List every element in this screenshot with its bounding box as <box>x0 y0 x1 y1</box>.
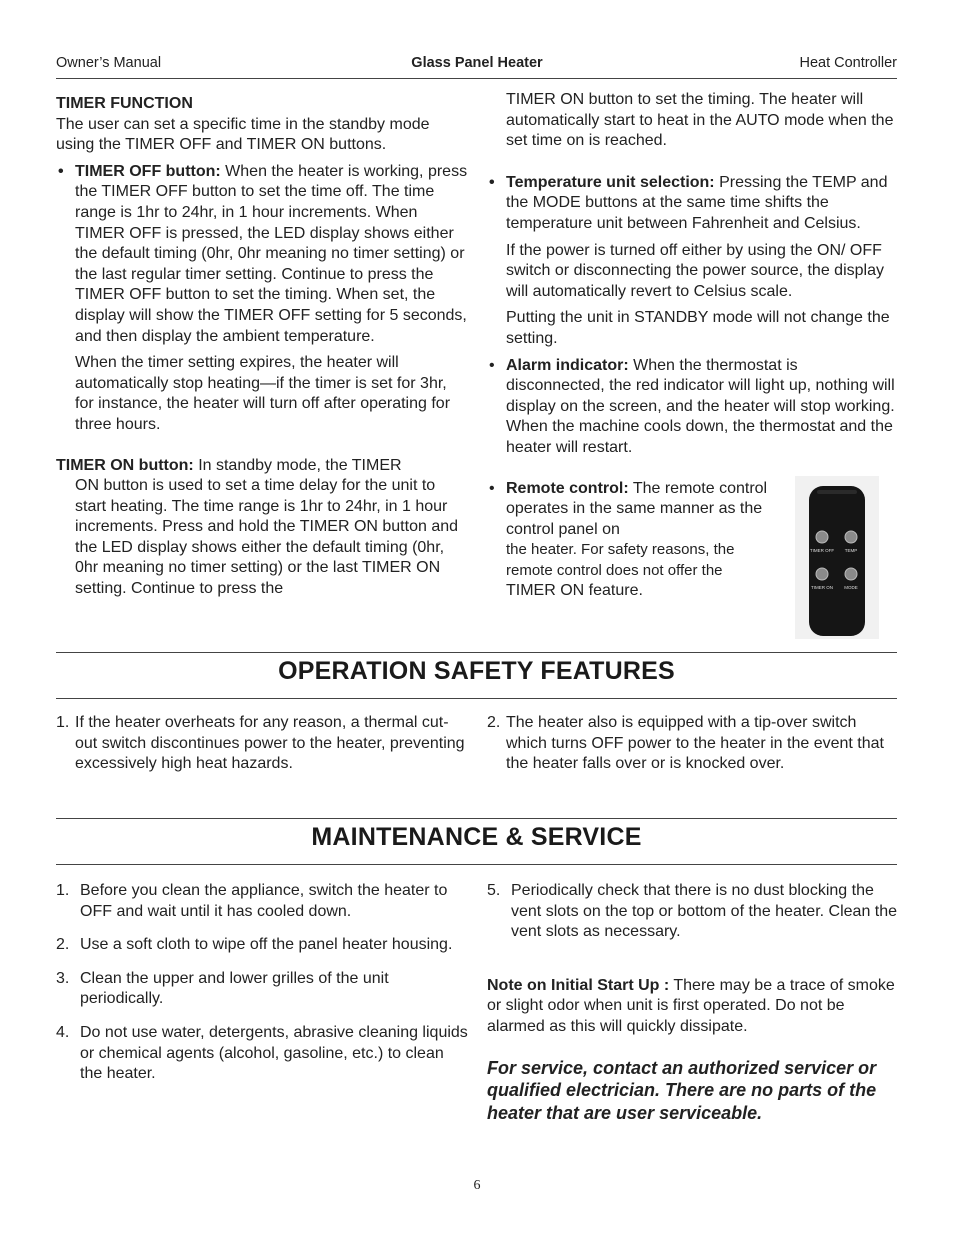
maintenance-item <box>56 881 468 922</box>
maintenance-title: MAINTENANCE & SERVICE <box>311 823 642 851</box>
timer-on-rest: ON button is used to set a time delay for the unit to start heating. The time range is 1hr to 24hr, in 1 hour increments. Press and hold the TIMER ON button and the LED display shows either the default timing (0hr, 0hr meaning no timer setting) or the last TIMER ON setting. Continue to press the <box>75 477 459 598</box>
alarm-label: Alarm indicator: <box>506 356 629 374</box>
safety-item-1 <box>56 713 468 775</box>
remote-btn-timer-off-label: TIMER OFF <box>809 548 835 553</box>
maintenance-item-text: Use a soft cloth to wipe off the panel heater housing. <box>80 936 453 954</box>
safety-item-1-text: If the heater overheats for any reason, a thermal cut-out switch discontinues power to the heater, preventing excessively high heat hazards. <box>75 714 465 773</box>
header-rule <box>56 78 897 79</box>
maintenance-bottom-rule <box>56 864 897 865</box>
alarm-item: • Alarm indicator: When the thermostat is disconnected, the red indicator will light up, nothing will display on the screen, and the heater will stop working. When the machine cools down, the thermostat and the heater will restart. <box>489 356 895 456</box>
page-number: 6 <box>473 1178 481 1193</box>
maintenance-top-rule <box>56 818 897 819</box>
temp-unit-text: Pressing the TEMP and the MODE buttons at the same time shifts the temperature unit between Fahrenheit and Celsius. <box>506 173 888 232</box>
maintenance-item-text: Do not use water, detergents, abrasive cleaning liquids or chemical agents (alcohol, gasoline, etc.) to clean the heater. <box>80 1023 468 1083</box>
remote-control-icon <box>795 476 879 639</box>
temp-unit-label: Temperature unit selection: <box>506 173 715 191</box>
remote-text-2: the heater. For safety reasons, the remote control does not offer the <box>506 541 735 579</box>
maintenance-item-text: Clean the upper and lower grilles of the unit periodically. <box>80 969 389 1008</box>
timer-function-section <box>56 94 468 600</box>
maintenance-item-num: 1. <box>56 882 70 899</box>
timer-off-text: When the heater is working, press the TIMER OFF button to set the time off. The time range is 1hr to 24hr, in 1 hour increments. When TIMER OFF is pressed, the LED display shows either the default timing (0hr, 0hr meaning no timer setting) or the last regular timer setting. Continue to press the TIMER OFF button to set the timing. When set, the display will show the TIMER OFF setting for 5 seconds, and then display the ambient temperature. <box>75 162 468 345</box>
note-text: There may be a trace of smoke or slight odor when unit is first operated. Do not be alarmed as this will quickly dissipate. <box>487 976 895 1035</box>
safety-title: OPERATION SAFETY FEATURES <box>278 657 675 685</box>
alarm-text: When the thermostat is disconnected, the red indicator will light up, nothing will display on the screen, and the heater will stop working. When the machine cools down, the thermostat and the heater will restart. <box>506 356 895 456</box>
timer-off-item: • TIMER OFF button: When the heater is working, press the TIMER OFF button to set the time off. The time range is 1hr to 24hr, in 1 hour increments. When TIMER OFF is pressed, the LED display shows either the default timing (0hr, 0hr meaning no timer setting) or the last regular timer setting. Continue to press the TIMER OFF button to set the timing. When set, the display will show the TIMER OFF setting for 5 seconds, and then display the ambient temperature. When the timer setting expires, the heater will automatically stop heating—if the timer is set for 3hr, for instance, the heater will turn off after operating for three hours. <box>56 162 468 436</box>
remote-item: • Remote control: The remote control operates in the same manner as the control panel on the heater. For safety reasons, the remote control does not offer the TIMER ON feature. <box>487 479 771 603</box>
maintenance-item-text: Periodically check that there is no dust blocking the vent slots on the top or bottom of the heater. Clean the vent slots as necessary. <box>511 882 898 941</box>
maintenance-item-text: Before you clean the appliance, switch the heater to OFF and wait until it has cooled down. <box>80 882 448 920</box>
safety-item-2-num: 2. <box>487 714 501 731</box>
timer-off-expire: When the timer setting expires, the heater will automatically stop heating—if the timer is set for 3hr, for instance, the heater will turn off after operating for three hours. <box>75 354 451 433</box>
safety-item-2 <box>487 713 897 775</box>
timer-function-heading: TIMER FUNCTION <box>56 95 193 112</box>
maintenance-right-column <box>487 881 899 1124</box>
maintenance-item-num: 3. <box>56 969 70 987</box>
timer-function-intro: The user can set a specific time in the standby mode using the TIMER OFF and TIMER ON buttons. <box>56 115 430 154</box>
header-right: Heat Controller <box>799 55 897 71</box>
remote-btn-mode-label: MODE <box>844 585 858 590</box>
timer-on-label: TIMER ON button: <box>56 456 194 474</box>
timer-on-continued: TIMER ON button to set the timing. The heater will automatically start to heat in the AUTO mode when the set time on is reached. <box>506 91 894 150</box>
maintenance-item-num: 5. <box>487 882 501 899</box>
maintenance-item <box>56 935 468 956</box>
maintenance-item-num: 2. <box>56 936 70 954</box>
maintenance-item <box>487 881 899 943</box>
maintenance-item <box>56 1023 468 1085</box>
note-label: Note on Initial Start Up : <box>487 976 670 994</box>
remote-text-1: The remote control operates in the same manner as the control panel on <box>506 479 768 538</box>
safety-item-1-num: 1. <box>56 714 70 731</box>
safety-bottom-rule <box>56 698 897 699</box>
maintenance-item-num: 4. <box>56 1023 70 1041</box>
timer-on-first: In standby mode, the TIMER <box>193 456 402 474</box>
safety-top-rule <box>56 652 897 653</box>
remote-text-3: TIMER ON feature. <box>506 582 643 600</box>
temp-power-text: If the power is turned off either by using the ON/ OFF switch or disconnecting the power source, the display will automatically revert to Celsius scale. <box>506 241 884 300</box>
remote-control-image <box>795 476 879 639</box>
remote-btn-timer-on-label: TIMER ON <box>811 585 833 590</box>
header-left: Owner’s Manual <box>56 55 162 71</box>
maintenance-left-list <box>56 881 468 1085</box>
temp-unit-item: • Temperature unit selection: Pressing the TEMP and the MODE buttons at the same time shifts the temperature unit between Fahrenheit and Celsius. If the power is turned off either by using the ON/ OFF switch or disconnecting the power source, the display will automatically revert to Celsius scale. Putting the unit in STANDBY mode will not change the setting. <box>487 173 897 350</box>
timer-off-label: TIMER OFF button: <box>75 162 221 180</box>
service-notice: For service, contact an authorized servicer or qualified electrician. There are no parts of the heater that are user serviceable. <box>487 1057 877 1123</box>
remote-btn-temp-label: TEMP <box>844 548 858 553</box>
remote-label: Remote control: <box>506 479 629 497</box>
safety-item-2-text: The heater also is equipped with a tip-over switch which turns OFF power to the heater in the event that the heater falls over or is knocked over. <box>506 714 884 773</box>
temp-standby-text: Putting the unit in STANDBY mode will not change the setting. <box>506 309 890 347</box>
maintenance-item <box>56 969 468 1010</box>
header-center: Glass Panel Heater <box>411 55 543 71</box>
